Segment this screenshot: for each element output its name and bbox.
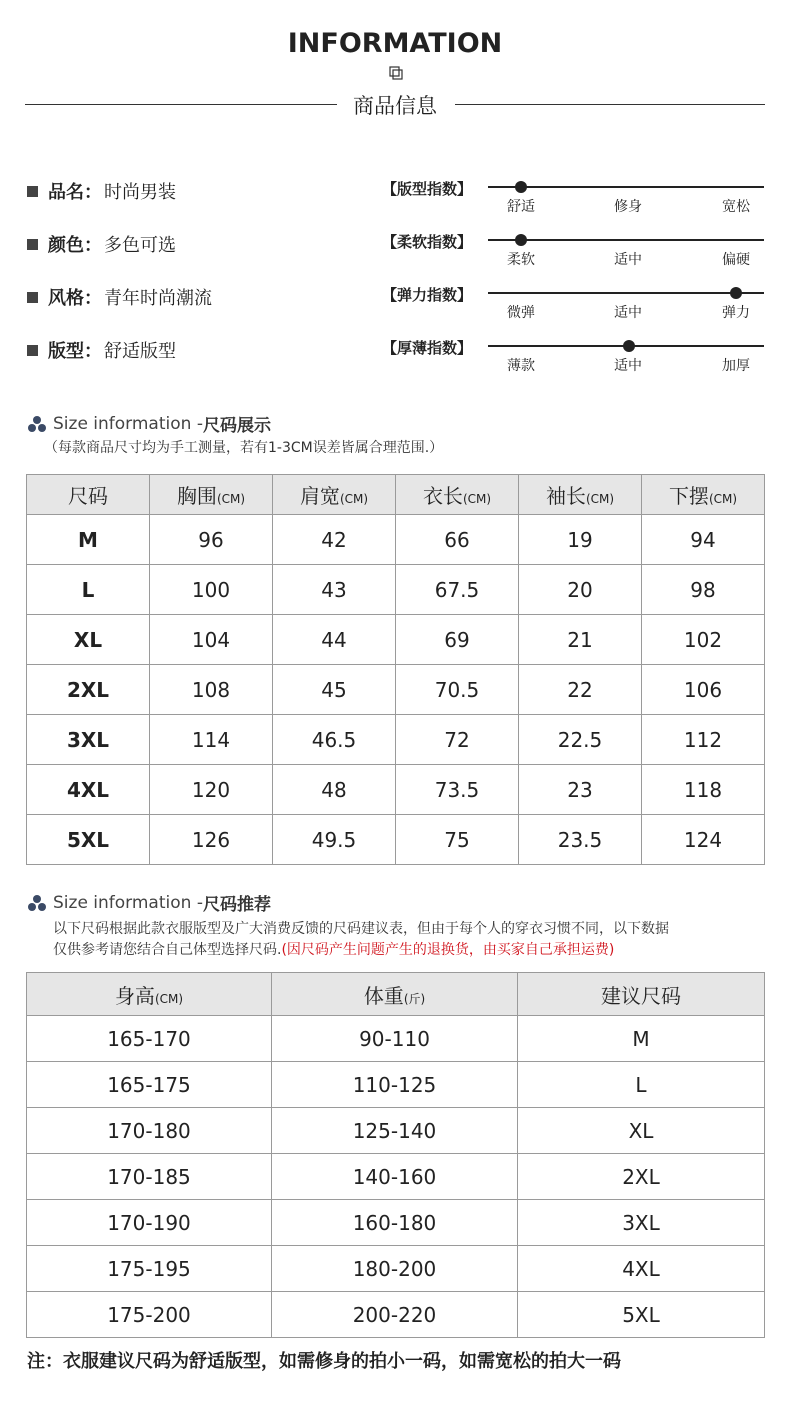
index-tick-label: 薄款 xyxy=(507,358,535,374)
table-cell: 98 xyxy=(642,565,765,615)
column-header xyxy=(273,475,396,515)
table-cell: 72 xyxy=(396,715,519,765)
index-tick-label: 修身 xyxy=(614,199,642,215)
table-row xyxy=(27,715,765,765)
table-cell: 170-180 xyxy=(27,1108,272,1154)
table-cell: 66 xyxy=(396,515,519,565)
table-cell: 124 xyxy=(642,815,765,865)
column-unit: (斤) xyxy=(403,991,426,1006)
column-unit: (CM) xyxy=(708,492,738,506)
table-cell: XL xyxy=(518,1108,765,1154)
table-cell: XL xyxy=(27,615,150,665)
table-cell: M xyxy=(518,1016,765,1062)
table-row xyxy=(27,615,765,665)
table-cell: 175-195 xyxy=(27,1246,272,1292)
attribute-value: 青年时尚潮流 xyxy=(104,288,212,309)
attribute-value: 多色可选 xyxy=(104,235,176,256)
column-name: 建议尺码 xyxy=(601,983,681,1008)
index-level-marker xyxy=(515,234,527,246)
table-cell: 23.5 xyxy=(519,815,642,865)
bullet-square-icon xyxy=(27,292,38,303)
index-tick-label: 偏硬 xyxy=(722,252,750,268)
table-cell: 19 xyxy=(519,515,642,565)
recommend-note-line2 xyxy=(53,939,614,959)
size-chart-table xyxy=(26,474,765,865)
table-row xyxy=(27,565,765,615)
table-cell: M xyxy=(27,515,150,565)
size-recommend-heading xyxy=(27,890,271,915)
size-recommendation-table xyxy=(26,972,765,1338)
attribute-style xyxy=(27,284,212,310)
trefoil-icon xyxy=(27,415,47,433)
attribute-fit xyxy=(27,337,176,363)
table-row xyxy=(27,765,765,815)
table-cell: 120 xyxy=(150,765,273,815)
table-cell: 42 xyxy=(273,515,396,565)
attribute-label: 风格： xyxy=(48,288,102,309)
table-row xyxy=(27,515,765,565)
table-cell: 75 xyxy=(396,815,519,865)
table-cell: 175-200 xyxy=(27,1292,272,1338)
column-name: 身高 xyxy=(114,983,155,1008)
table-cell: 106 xyxy=(642,665,765,715)
column-unit: (CM) xyxy=(154,991,184,1006)
attribute-label: 版型： xyxy=(48,341,102,362)
column-name: 肩宽 xyxy=(299,484,340,508)
table-cell: 100 xyxy=(150,565,273,615)
table-cell: 69 xyxy=(396,615,519,665)
index-tick-label: 宽松 xyxy=(722,199,750,215)
table-cell: 2XL xyxy=(27,665,150,715)
index-level-marker xyxy=(623,340,635,352)
table-row xyxy=(27,815,765,865)
footer-note: 注：衣服建议尺码为舒适版型，如需修身的拍小一码，如需宽松的拍大一码 xyxy=(27,1351,621,1372)
recommend-note-line1: 以下尺码根据此款衣服版型及广大消费反馈的尺码建议表，但由于每个人的穿衣习惯不同，以下数据 xyxy=(53,921,669,937)
column-header xyxy=(642,475,765,515)
measurement-note: （每款商品尺寸均为手工测量，若有1-3CM误差皆属合理范围.） xyxy=(44,440,444,456)
table-cell: 125-140 xyxy=(272,1108,518,1154)
table-cell: 49.5 xyxy=(273,815,396,865)
table-cell: 67.5 xyxy=(396,565,519,615)
column-unit: (CM) xyxy=(339,492,369,506)
table-cell: 5XL xyxy=(27,815,150,865)
section-subtitle: 商品信息 xyxy=(353,94,437,118)
table-row xyxy=(27,1200,765,1246)
table-cell: 43 xyxy=(273,565,396,615)
table-cell: 48 xyxy=(273,765,396,815)
table-cell: 44 xyxy=(273,615,396,665)
column-unit: (CM) xyxy=(585,492,615,506)
table-cell: 180-200 xyxy=(272,1246,518,1292)
table-row xyxy=(27,1154,765,1200)
table-cell: 96 xyxy=(150,515,273,565)
table-cell: 21 xyxy=(519,615,642,665)
heading-en: Size information - xyxy=(53,413,203,434)
table-cell: 114 xyxy=(150,715,273,765)
index-label: 【厚薄指数】 xyxy=(382,339,473,357)
bullet-square-icon xyxy=(27,239,38,250)
table-cell: 73.5 xyxy=(396,765,519,815)
table-cell: 94 xyxy=(642,515,765,565)
table-cell: 112 xyxy=(642,715,765,765)
index-tick-label: 加厚 xyxy=(722,358,750,374)
column-unit: (CM) xyxy=(462,492,492,506)
size-display-heading xyxy=(27,411,271,436)
table-cell: 108 xyxy=(150,665,273,715)
attribute-name xyxy=(27,178,176,204)
table-cell: 160-180 xyxy=(272,1200,518,1246)
table-cell: 46.5 xyxy=(273,715,396,765)
return-policy-warning: (因尺码产生问题产生的退换货，由买家自己承担运费) xyxy=(281,942,615,958)
table-cell: 200-220 xyxy=(272,1292,518,1338)
attribute-value: 时尚男装 xyxy=(104,182,176,203)
recommend-note-text: 仅供参考请您结合自己体型选择尺码. xyxy=(53,942,282,958)
trefoil-icon xyxy=(27,894,47,912)
table-row xyxy=(27,1246,765,1292)
heading-cn: 尺码推荐 xyxy=(202,895,271,915)
table-cell: 170-190 xyxy=(27,1200,272,1246)
table-row xyxy=(27,1108,765,1154)
index-scale-line xyxy=(488,186,764,188)
index-tick-label: 舒适 xyxy=(507,199,535,215)
table-cell: 140-160 xyxy=(272,1154,518,1200)
table-row xyxy=(27,1292,765,1338)
column-unit: (CM) xyxy=(216,492,246,506)
table-cell: 22 xyxy=(519,665,642,715)
column-header xyxy=(27,475,150,515)
table-cell: L xyxy=(518,1062,765,1108)
column-header xyxy=(150,475,273,515)
index-level-marker xyxy=(730,287,742,299)
column-header xyxy=(396,475,519,515)
table-cell: 110-125 xyxy=(272,1062,518,1108)
heading-en: Size information - xyxy=(53,892,203,913)
table-cell: 2XL xyxy=(518,1154,765,1200)
index-tick-label: 柔软 xyxy=(507,252,535,268)
table-cell: 90-110 xyxy=(272,1016,518,1062)
heading-cn: 尺码展示 xyxy=(202,416,271,436)
column-name: 胸围 xyxy=(176,484,217,508)
table-row xyxy=(27,1062,765,1108)
index-level-marker xyxy=(515,181,527,193)
table-cell: 102 xyxy=(642,615,765,665)
table-row xyxy=(27,665,765,715)
index-tick-label: 适中 xyxy=(614,305,642,321)
table-cell: 22.5 xyxy=(519,715,642,765)
table-cell: 3XL xyxy=(518,1200,765,1246)
column-name: 尺码 xyxy=(68,484,108,508)
table-cell: 170-185 xyxy=(27,1154,272,1200)
attribute-label: 颜色： xyxy=(48,235,102,256)
table-cell: 104 xyxy=(150,615,273,665)
index-label: 【版型指数】 xyxy=(382,180,473,198)
table-cell: L xyxy=(27,565,150,615)
column-header xyxy=(518,973,765,1016)
index-scale-line xyxy=(488,239,764,241)
table-cell: 165-175 xyxy=(27,1062,272,1108)
attribute-value: 舒适版型 xyxy=(104,341,176,362)
column-name: 袖长 xyxy=(545,484,586,508)
table-cell: 23 xyxy=(519,765,642,815)
table-cell: 70.5 xyxy=(396,665,519,715)
index-tick-label: 弹力 xyxy=(722,305,750,321)
table-cell: 165-170 xyxy=(27,1016,272,1062)
table-cell: 45 xyxy=(273,665,396,715)
index-label: 【柔软指数】 xyxy=(382,233,473,251)
column-name: 下摆 xyxy=(668,484,709,508)
index-scale-line xyxy=(488,292,764,294)
attribute-color xyxy=(27,231,176,257)
table-cell: 5XL xyxy=(518,1292,765,1338)
table-cell: 3XL xyxy=(27,715,150,765)
layers-icon xyxy=(389,66,403,80)
bullet-square-icon xyxy=(27,186,38,197)
table-row xyxy=(27,1016,765,1062)
table-cell: 4XL xyxy=(518,1246,765,1292)
page-title: INFORMATION xyxy=(287,28,503,59)
bullet-square-icon xyxy=(27,345,38,356)
column-header xyxy=(519,475,642,515)
column-name: 衣长 xyxy=(422,484,463,508)
table-cell: 4XL xyxy=(27,765,150,815)
index-tick-label: 适中 xyxy=(614,358,642,374)
table-cell: 126 xyxy=(150,815,273,865)
table-cell: 20 xyxy=(519,565,642,615)
index-tick-label: 微弹 xyxy=(507,305,535,321)
table-cell: 118 xyxy=(642,765,765,815)
attribute-label: 品名： xyxy=(48,182,102,203)
column-header xyxy=(272,973,518,1016)
index-tick-label: 适中 xyxy=(614,252,642,268)
column-header xyxy=(27,973,272,1016)
column-name: 体重 xyxy=(363,983,404,1008)
index-label: 【弹力指数】 xyxy=(382,286,473,304)
